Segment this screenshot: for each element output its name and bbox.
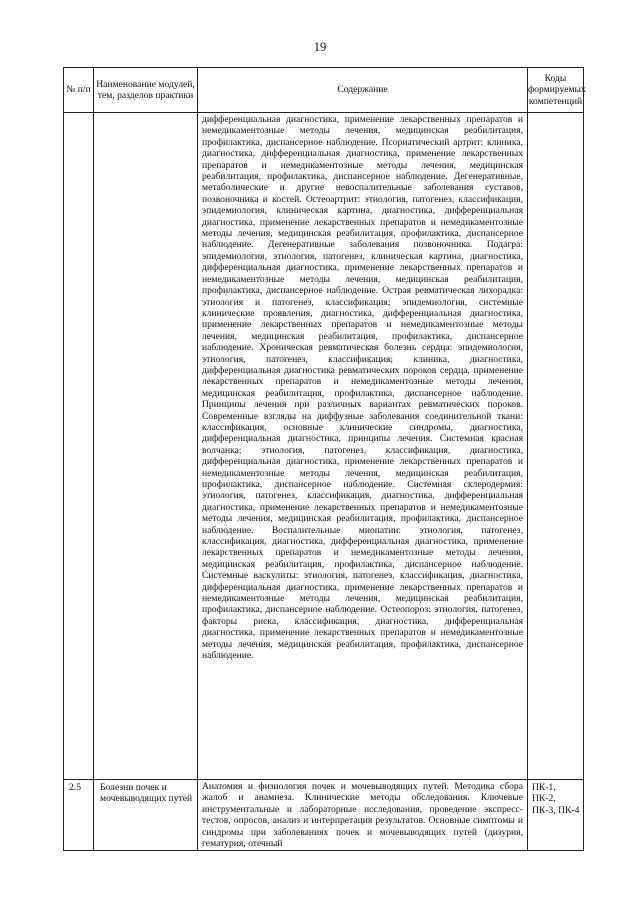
- row-number: [64, 113, 94, 780]
- table-row: [64, 113, 584, 780]
- table-row: [64, 780, 584, 851]
- row-content: дифференциальная диагностика, применение лекарственных препаратов и немедикаментозные методы лечения, медицинская реабилитация, профилактика, диспансерное наблюдение. Псориатический артрит: клиника, диагностика, дифференциальная диагностика, применение лекарственных препаратов и немедикаментозные методы лечения, медицинская реабилитация, профилактика, диспансерное наблюдение. Дегенеративные, метаболические и другие невоспалительные заболевания суставов, позвоночника и костей. Остеоартрит: этиология, патогенез, классификация, эпидемиология, клиническая картина, диагностика, дифференциальная диагностика, применение лекарственных препаратов и немедикаментозные методы лечения, медицинская реабилитация, профилактика, диспансерное наблюдение. Дегенеративные заболевания позвоночника. Подагра: эпидемиология, этиология, патогенез, клиническая картина, диагностика, дифференциальная диагностика, применение лекарственных препаратов и немедикаментозные методы лечения, медицинская реабилитация, профилактика, диспансерное наблюдение. Острая ревматическая лихорадка: этиология и патогенез, классификация; эпидемиология, системные клинические проявления, диагностика, дифференциальная диагностика, применение лекарственных препаратов и немедикаментозные методы лечения, медицинская реабилитация, профилактика, диспансерное наблюдение. Хроническая ревматическая болезнь сердца: эпидемиология, этиология, патогенез, классификация; клиника, диагностика, дифференциальная диагностика ревматических пороков сердца, применение лекарственных препаратов и немедикаментозные методы лечения, медицинская реабилитация, профилактика, диспансерное наблюдение. Принципы лечения при различных вариантах ревматических пороков. Современные взгляды на диффузные заболевания соединительной ткани: классификация, основные клинические синдромы, диагностика, дифференциальная диагностика, принципы лечения. Системная красная волчанка: этиология, патогенез, классификация, диагностика, дифференциальная диагностика, применение лекарственных препаратов и немедикаментозные методы лечения, медицинская реабилитация, профилактика, диспансерное наблюдение. Системная склеродермия: этиология, патогенез, классификация, диагностика, дифференциальная диагностика, применение лекарственных препаратов и немедикаментозные методы лечения, медицинская реабилитация, профилактика, диспансерное наблюдение. Воспалительные миопатии: этиология, патогенез, классификация, диагностика, дифференциальная диагностика, применение лекарственных препаратов и немедикаментозные методы лечения, медицинская реабилитация, профилактика, диспансерное наблюдение. Системные васкулиты: этиология, патогенез, классификация, диагностика, дифференциальная диагностика, применение лекарственных препаратов и немедикаментозные методы лечения, медицинская реабилитация, профилактика, диспансерное наблюдение. Остеопороз: этиология, патогенез, факторы риска, классификация, диагностика, дифференциальная диагностика, применение лекарственных препаратов и немедикаментозные методы лечения, медицинская реабилитация, профилактика, диспансерное наблюдение.: [198, 113, 528, 780]
- curriculum-table: [63, 67, 584, 851]
- row-module-name: Болезни почек и мочевыводящих путей: [94, 780, 198, 851]
- table-header-row: [64, 68, 584, 113]
- page-number: 19: [313, 40, 327, 54]
- header-number: № п/п: [64, 68, 94, 113]
- row-content: Анатомия и физиология почек и мочевыводящих путей. Методика сбора жалоб и анамнеза. Клинические методы обследования. Ключевые инструментальные и лабораторные исследования, проведение экспресс-тестов, опросов, анализ и интерпретация результатов. Основные симптомы и синдромы при заболеваниях почек и мочевыводящих путей (дизурия, гематурия, отечный: [198, 780, 528, 851]
- header-module-name: Наименование модулей, тем, разделов практики: [94, 68, 198, 113]
- row-codes: [528, 113, 584, 780]
- row-codes: ПК-1, ПК-2, ПК-3, ПК-4: [528, 780, 584, 851]
- header-content: Содержание: [198, 68, 528, 113]
- header-competency-codes: Коды формируемых компетенций: [528, 68, 584, 113]
- row-module-name: [94, 113, 198, 780]
- row-number: 2.5: [64, 780, 94, 851]
